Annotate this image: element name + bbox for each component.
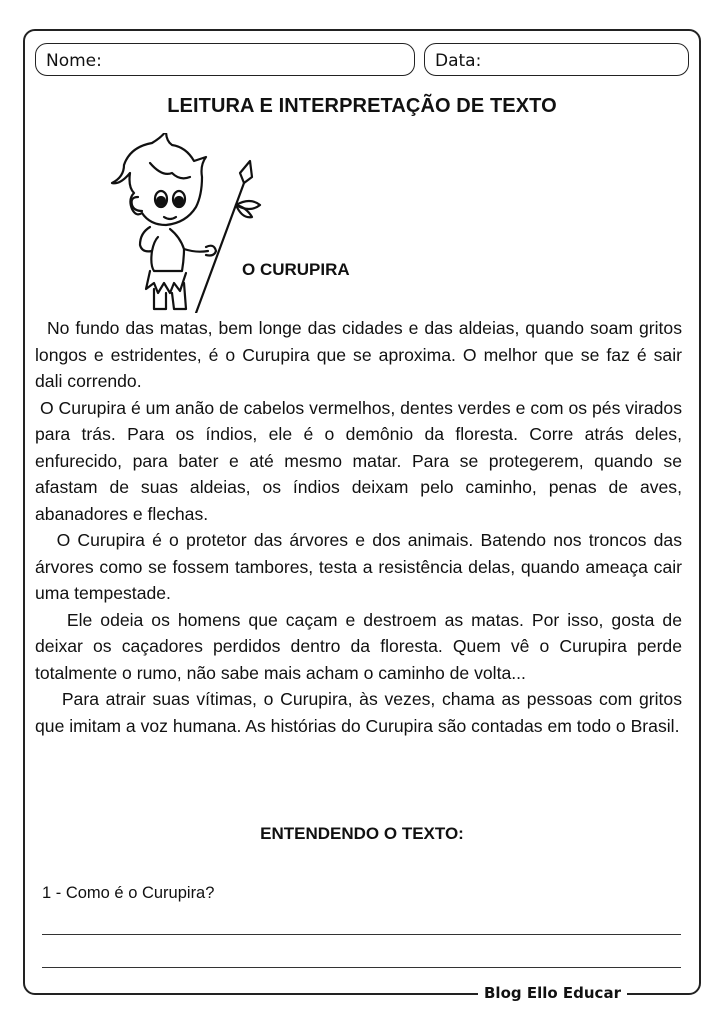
footer-brand: Blog Ello Educar [478,984,627,1002]
date-label: Data: [435,51,482,71]
story-paragraph: Para atrair suas vítimas, o Curupira, às vezes, chama as pessoas com gritos que imitam a voz humana. As histórias do Curupira são contadas em todo o Brasil. [35,689,687,736]
story-text [35,315,687,739]
answer-line-2[interactable] [42,967,681,968]
curupira-illustration-icon [110,133,270,313]
story-title: O CURUPIRA [242,260,350,279]
story-paragraph: O Curupira é um anão de cabelos vermelhos, dentes verdes e com os pés virados para trás. Para os índios, ele é o demônio da floresta. Corre atrás deles, enfurecido, para bater e até mesmo matar. Para se protegerem, quando se afastam de suas aldeias, os índios deixam pelo caminho, penas de aves, abanadores e flechas. [35,397,687,524]
date-field[interactable] [424,43,689,76]
story-paragraph: Ele odeia os homens que caçam e destroem as matas. Por isso, gosta de deixar os caçadores perdidos dentro da floresta. Quem vê o Curupira perde totalmente o rumo, não sabe mais acham o caminho de volta... [35,609,687,683]
worksheet-title: LEITURA E INTERPRETAÇÃO DE TEXTO [167,95,557,117]
answer-line-1[interactable] [42,934,681,935]
name-label: Nome: [46,51,102,71]
name-field[interactable] [35,43,415,76]
question-1: 1 - Como é o Curupira? [42,884,215,902]
story-paragraph: O Curupira é o protetor das árvores e dos animais. Batendo nos troncos das árvores como se fossem tambores, testa a resistência delas, quando ameaça cair uma tempestade. [35,530,687,603]
story-paragraph: No fundo das matas, bem longe das cidades e das aldeias, quando soam gritos longos e estridentes, é o Curupira que se aproxima. O melhor que se faz é sair dali correndo. [35,318,687,391]
exercises-title: ENTENDENDO O TEXTO: [260,824,464,843]
